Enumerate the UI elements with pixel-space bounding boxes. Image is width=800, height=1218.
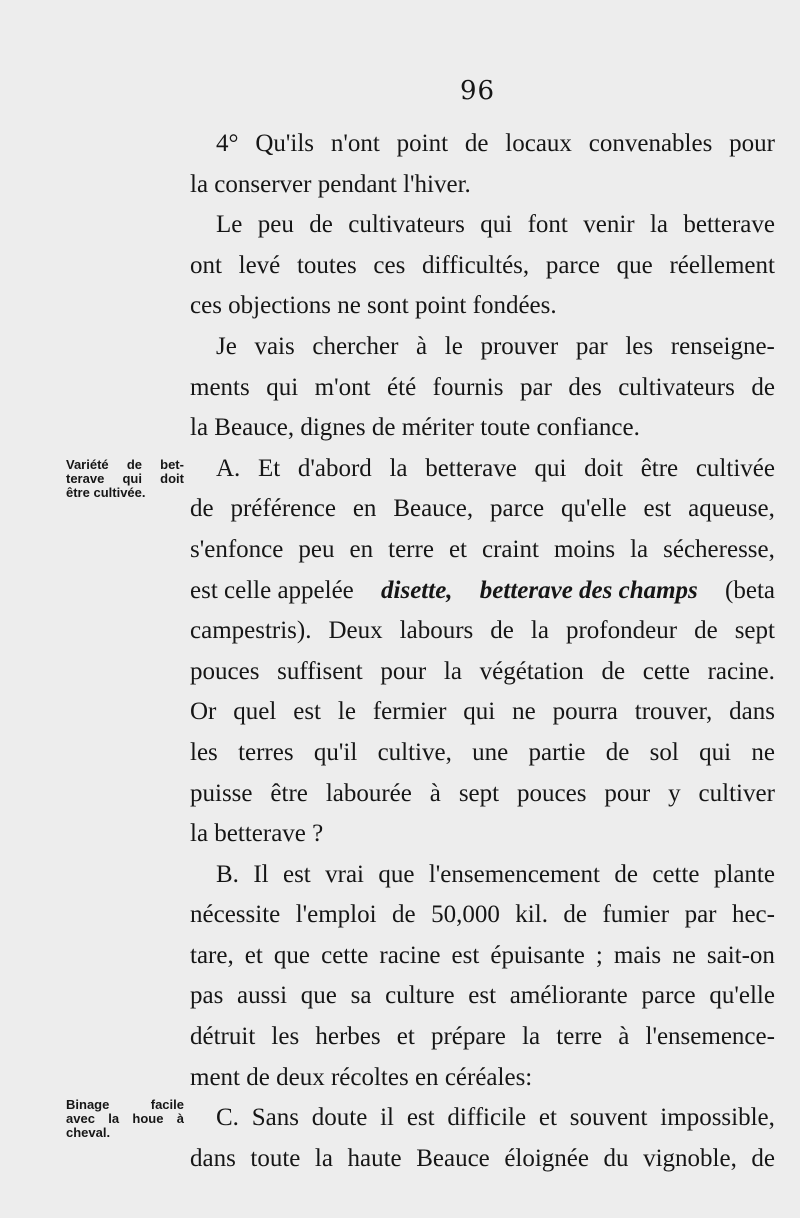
text-line <box>190 1017 775 1058</box>
word: Deux <box>328 617 383 645</box>
text-line <box>190 1139 775 1180</box>
text-line <box>190 449 775 490</box>
word: prouver <box>480 332 559 360</box>
text-line <box>190 652 775 693</box>
margin-note-variety <box>66 458 184 500</box>
word: la <box>108 1111 120 1126</box>
word: sol <box>649 738 679 766</box>
word: deux <box>276 1063 331 1091</box>
word: de <box>751 373 775 401</box>
word: pendant <box>317 170 404 198</box>
text-line <box>190 489 775 530</box>
word: de <box>464 130 489 157</box>
word: par <box>519 373 552 401</box>
word: que <box>616 251 653 279</box>
word: vais <box>254 332 295 360</box>
word: toutes <box>296 251 357 279</box>
word: dignes <box>300 414 372 442</box>
word: ? <box>312 820 324 848</box>
word: ment <box>190 1063 247 1091</box>
word: Et <box>257 454 281 482</box>
word: qu'il <box>313 738 358 766</box>
word: et <box>538 1104 557 1132</box>
word: en <box>414 1063 445 1091</box>
word: Beauce <box>416 1144 490 1172</box>
margin-note-line <box>66 472 184 486</box>
word: détruit <box>190 1023 256 1051</box>
word: objections <box>228 292 338 320</box>
word: peu <box>257 211 294 239</box>
word: toute <box>480 414 537 442</box>
word: est <box>293 698 321 726</box>
word: impossible, <box>660 1104 775 1132</box>
word: facile <box>150 1097 184 1112</box>
word: de <box>371 414 402 442</box>
word: terave <box>66 471 105 486</box>
word: betterave <box>214 820 313 848</box>
word: que <box>378 860 415 888</box>
margin-note-line <box>66 458 184 472</box>
text-line <box>190 1058 775 1099</box>
word: parce <box>545 251 600 279</box>
word: être <box>640 454 679 482</box>
word: ont <box>190 251 222 279</box>
word: doit <box>584 454 624 482</box>
word: Le <box>216 211 243 239</box>
text-line <box>190 165 775 206</box>
word: de <box>246 1063 277 1091</box>
word: l'ensemence- <box>645 1023 775 1051</box>
word: plante <box>713 860 775 888</box>
word: qui <box>534 454 567 482</box>
word: par <box>575 332 608 360</box>
word: Il <box>253 860 269 888</box>
word: épuisante <box>490 941 585 969</box>
word: sa <box>350 982 372 1010</box>
word: cette <box>321 941 369 969</box>
word: puisse <box>190 779 253 807</box>
word: été <box>387 373 417 401</box>
word: préférence <box>230 495 336 523</box>
word: la <box>190 820 215 848</box>
word: Variété <box>66 457 109 472</box>
word: n'ont <box>330 130 380 157</box>
word: les <box>625 332 654 360</box>
word: d'abord <box>297 454 372 482</box>
word: est <box>451 941 480 969</box>
word: l'ensemencement <box>428 860 600 888</box>
word: aussi <box>237 982 288 1010</box>
word: qui <box>266 373 299 401</box>
word: ces <box>373 251 406 279</box>
word: de <box>126 457 142 472</box>
word: Qu'ils <box>255 130 315 157</box>
word: venir <box>583 211 635 239</box>
word: la <box>389 454 408 482</box>
text-line <box>190 733 775 774</box>
margin-note-line <box>66 486 184 500</box>
word: font <box>527 211 568 239</box>
word: sept <box>458 779 500 807</box>
word: et <box>396 1023 415 1051</box>
body-text <box>190 124 775 1179</box>
text-line <box>190 1098 775 1139</box>
word: est <box>406 1104 435 1132</box>
word: est <box>468 982 497 1010</box>
word: toute <box>250 1144 301 1172</box>
word: quel <box>233 698 277 726</box>
word: terre <box>556 1023 603 1051</box>
word: améliorante <box>509 982 628 1010</box>
word: vrai <box>325 860 364 888</box>
word: convenables <box>588 130 713 157</box>
word: bet- <box>160 457 184 472</box>
word: cultivée <box>695 454 775 482</box>
word: dans <box>729 698 775 726</box>
word: cultivateurs <box>348 211 465 239</box>
text-line <box>190 976 775 1017</box>
word: éloignée <box>504 1144 589 1172</box>
word: pas <box>190 982 224 1010</box>
word: à <box>618 1023 630 1051</box>
word: en <box>352 495 377 523</box>
word: que <box>300 982 337 1010</box>
word: Or <box>190 698 217 726</box>
word: l'hiver. <box>403 170 471 198</box>
word: la <box>649 211 669 239</box>
word: végétation <box>479 657 584 685</box>
word: qui <box>122 471 142 486</box>
word: dans <box>190 1144 236 1172</box>
word: il <box>380 1104 395 1132</box>
word: de <box>309 211 333 239</box>
word: cultive, <box>377 738 452 766</box>
word: fermier <box>372 698 447 726</box>
word: le <box>337 698 356 726</box>
word: craint <box>482 535 539 563</box>
word: et <box>244 941 263 969</box>
word: souvent <box>569 1104 648 1132</box>
text-line <box>190 246 775 287</box>
word: peu <box>298 535 335 563</box>
word: sécheresse, <box>663 535 775 563</box>
word: Beauce, <box>214 414 301 442</box>
word: profondeur <box>565 617 678 645</box>
word: m'ont <box>314 373 371 401</box>
word: qui <box>463 698 496 726</box>
word: les <box>271 1023 300 1051</box>
word: de <box>563 901 588 929</box>
word: une <box>472 738 509 766</box>
word: fondées. <box>472 292 557 320</box>
word: la <box>630 535 649 563</box>
word: sait-on <box>706 941 775 969</box>
word: trouver, <box>634 698 713 726</box>
word: confiance. <box>536 414 640 442</box>
text-line <box>190 611 775 652</box>
word: qu'elle <box>561 495 627 523</box>
word: chercher <box>312 332 399 360</box>
word: levé <box>238 251 281 279</box>
word: B. <box>216 860 239 888</box>
word: la <box>443 657 462 685</box>
word: terres <box>238 738 294 766</box>
word: doit <box>160 471 184 486</box>
word: fumier <box>602 901 670 929</box>
word: campestris). <box>190 617 312 645</box>
word: ne <box>337 292 368 320</box>
word: être <box>270 779 308 807</box>
word: 50,000 <box>431 901 500 929</box>
word: mais <box>613 941 662 969</box>
word: de <box>605 738 630 766</box>
word: la <box>530 617 549 645</box>
word: cheval. <box>66 1125 111 1140</box>
word: houe <box>132 1111 164 1126</box>
word: A. <box>216 454 241 482</box>
text-line <box>190 124 775 165</box>
text-line <box>190 327 775 368</box>
text-line <box>190 814 775 855</box>
word: et <box>448 535 467 563</box>
word: de <box>751 1144 775 1172</box>
word: suffisent <box>277 657 363 685</box>
word: ne <box>672 941 696 969</box>
word: moins <box>553 535 616 563</box>
text-span: (beta <box>725 576 775 604</box>
text-line-mixed <box>190 571 775 612</box>
margin-note-line <box>66 1098 184 1112</box>
word: de <box>490 617 514 645</box>
word: s'enfonce <box>190 535 284 563</box>
word: les <box>190 738 218 766</box>
word: pouces <box>517 779 587 807</box>
word: de <box>694 617 718 645</box>
word: de <box>392 901 416 929</box>
word: conserver <box>214 170 318 198</box>
word: vignoble, <box>643 1144 737 1172</box>
word: cette <box>642 657 690 685</box>
word: avec <box>66 1111 95 1126</box>
word: à <box>416 332 428 360</box>
word: labours <box>399 617 474 645</box>
word: le <box>444 332 463 360</box>
text-span: est celle appelée <box>190 576 354 604</box>
word: 4° <box>216 130 239 157</box>
italic-term-betterave-des-champs: betterave des champs <box>479 576 698 604</box>
word: betterave <box>683 211 775 239</box>
word: est <box>282 860 311 888</box>
word: pouces <box>190 657 260 685</box>
word: par <box>684 901 717 929</box>
word: ments <box>190 373 250 401</box>
word: locaux <box>505 130 572 157</box>
word: qui <box>699 738 732 766</box>
word: ne <box>512 698 536 726</box>
word: sept <box>734 617 775 645</box>
word: nécessite <box>190 901 281 929</box>
word: C. <box>216 1104 239 1132</box>
text-line <box>190 408 775 449</box>
word: renseigne- <box>670 332 775 360</box>
margin-note-hoeing <box>66 1098 184 1140</box>
word: kil. <box>515 901 548 929</box>
word: pour <box>729 130 775 157</box>
text-line <box>190 895 775 936</box>
word: betterave <box>425 454 517 482</box>
word: de <box>614 860 638 888</box>
text-line <box>190 936 775 977</box>
word: est <box>643 495 672 523</box>
word: de <box>190 495 214 523</box>
word: être <box>66 485 94 500</box>
word: l'emploi <box>295 901 377 929</box>
word: herbes <box>315 1023 381 1051</box>
word: mériter <box>401 414 481 442</box>
word: sont <box>367 292 415 320</box>
text-line <box>190 530 775 571</box>
word: la <box>190 414 215 442</box>
word: point <box>414 292 473 320</box>
word: racine. <box>707 657 775 685</box>
word: des <box>568 373 602 401</box>
word: haute <box>347 1144 402 1172</box>
word: cultivateurs <box>618 373 735 401</box>
word: pour <box>380 657 427 685</box>
word: racine <box>379 941 441 969</box>
word: parce <box>490 495 545 523</box>
word: ; <box>595 941 603 969</box>
word: pourra <box>552 698 618 726</box>
word: tare, <box>190 941 234 969</box>
word: point <box>396 130 449 157</box>
word: doute <box>311 1104 368 1132</box>
word: qu'elle <box>709 982 775 1010</box>
word: prépare <box>430 1023 506 1051</box>
text-line <box>190 774 775 815</box>
word: réellement <box>669 251 775 279</box>
word: pour <box>604 779 651 807</box>
word: difficultés, <box>421 251 530 279</box>
word: de <box>601 657 626 685</box>
word: fournis <box>432 373 504 401</box>
word: ces <box>190 292 229 320</box>
word: à <box>429 779 441 807</box>
word: à <box>176 1111 184 1126</box>
word: aqueuse, <box>688 495 775 523</box>
word: cultiver <box>698 779 775 807</box>
word: hec- <box>731 901 775 929</box>
word: la <box>190 170 215 198</box>
text-line <box>190 855 775 896</box>
word: terre <box>388 535 434 563</box>
text-line <box>190 692 775 733</box>
text-line <box>190 205 775 246</box>
word: difficile <box>447 1104 527 1132</box>
word: que <box>273 941 311 969</box>
word: Binage <box>66 1097 110 1112</box>
word: qui <box>480 211 513 239</box>
word: culture <box>385 982 455 1010</box>
word: Sans <box>251 1104 299 1132</box>
word: y <box>668 779 681 807</box>
word: labourée <box>325 779 412 807</box>
italic-term-disette: disette, <box>381 576 453 604</box>
margin-note-line <box>66 1112 184 1126</box>
word: cette <box>652 860 700 888</box>
text-line <box>190 368 775 409</box>
word: en <box>349 535 374 563</box>
word: parce <box>641 982 696 1010</box>
word: cultivée. <box>93 485 146 500</box>
word: la <box>314 1144 333 1172</box>
word: récoltes <box>330 1063 415 1091</box>
word: partie <box>528 738 586 766</box>
page-number: 96 <box>460 76 496 106</box>
word: Beauce, <box>393 495 474 523</box>
word: Je <box>216 332 237 360</box>
word: du <box>603 1144 629 1172</box>
margin-note-line <box>66 1126 184 1140</box>
word: céréales: <box>444 1063 533 1091</box>
word: ne <box>751 738 775 766</box>
word: la <box>522 1023 541 1051</box>
text-line <box>190 286 775 327</box>
